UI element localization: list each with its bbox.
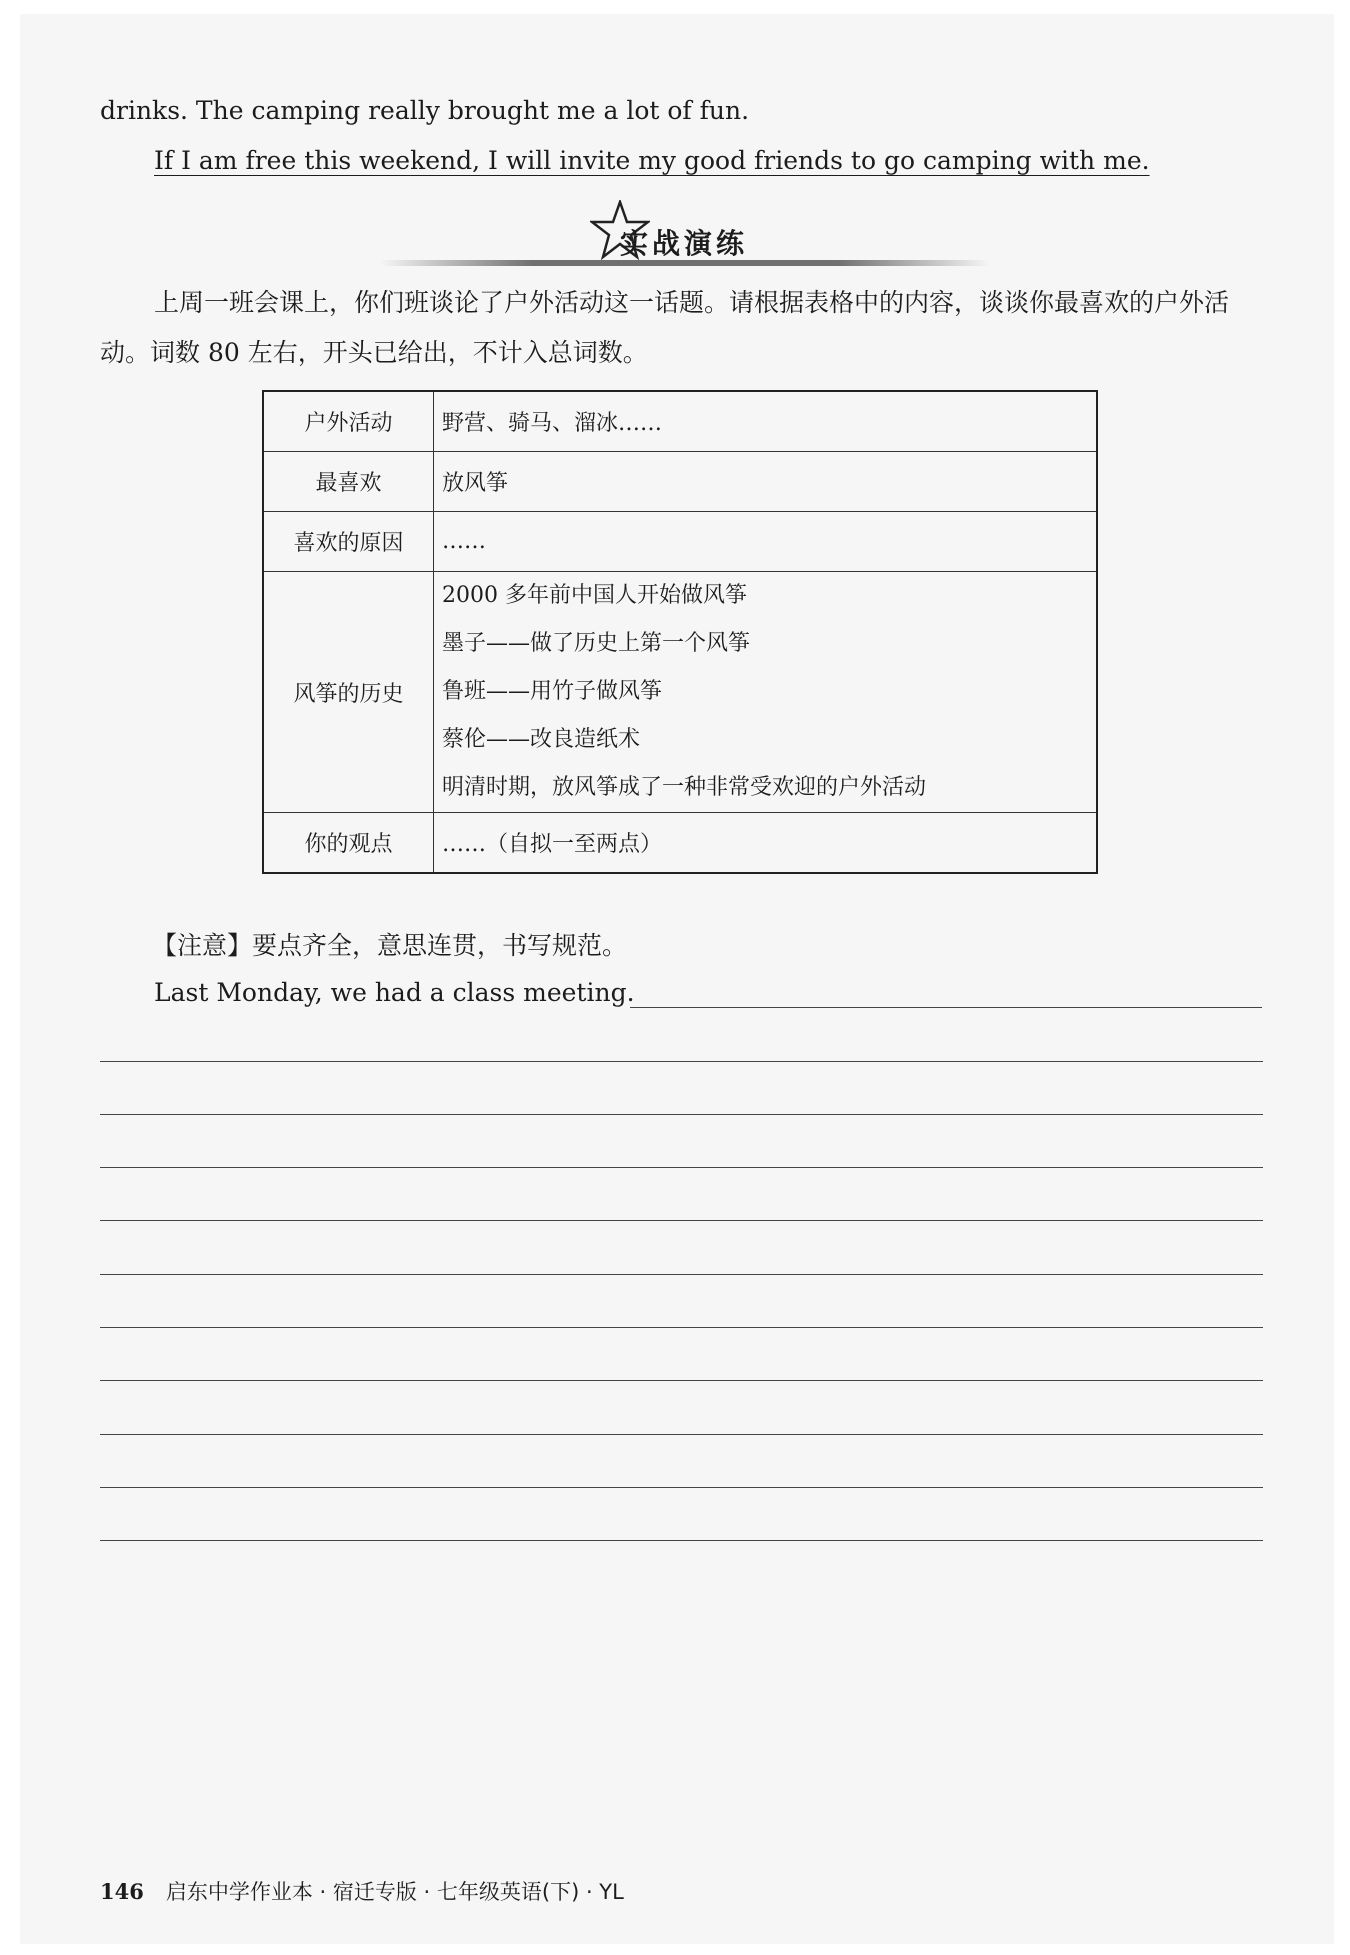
- book-title: 启东中学作业本 · 宿迁专版 · 七年级英语(下) · YL: [165, 1880, 624, 1904]
- passage-line-2: If I am free this weekend, I will invite my good friends to go camping with me.: [154, 146, 1150, 175]
- writing-line[interactable]: [100, 1380, 1263, 1381]
- task-instruction: 上周一班会课上，你们班谈论了户外活动这一话题。请根据表格中的内容，谈谈你最喜欢的户外活动。词数 80 左右，开头已给出，不计入总词数。: [100, 288, 1230, 367]
- row-value: ……: [434, 512, 1098, 572]
- section-header: [380, 200, 990, 270]
- row-value: 野营、骑马、溜冰……: [434, 391, 1098, 452]
- page-number: 146: [100, 1879, 144, 1904]
- writing-line[interactable]: [100, 1274, 1263, 1275]
- history-line: 蔡伦——改良造纸术: [442, 727, 641, 752]
- outline-table: [262, 390, 1098, 874]
- row-label: 你的观点: [263, 813, 434, 874]
- writing-line[interactable]: [100, 1487, 1263, 1488]
- row-label: 最喜欢: [263, 452, 434, 512]
- row-label: 户外活动: [263, 391, 434, 452]
- writing-line[interactable]: [100, 1061, 1263, 1062]
- writing-line[interactable]: [100, 1114, 1263, 1115]
- essay-starter: Last Monday, we had a class meeting.: [154, 978, 635, 1007]
- writing-line[interactable]: [100, 1167, 1263, 1168]
- kite-history-cell: [434, 572, 1098, 813]
- row-label: 风筝的历史: [263, 572, 434, 813]
- row-value: ……（自拟一至两点）: [434, 813, 1098, 874]
- history-line: 墨子——做了历史上第一个风筝: [442, 631, 751, 656]
- table-row: [263, 391, 1097, 452]
- writing-line[interactable]: [100, 1434, 1263, 1435]
- writing-line[interactable]: [630, 1007, 1262, 1008]
- table-row: [263, 452, 1097, 512]
- history-line: 明清时期，放风筝成了一种非常受欢迎的户外活动: [442, 775, 927, 800]
- table-row: [263, 512, 1097, 572]
- passage-line-1: drinks. The camping really brought me a lot of fun.: [100, 96, 750, 125]
- table-row: [263, 813, 1097, 874]
- writing-line[interactable]: [100, 1540, 1263, 1541]
- history-line: 鲁班——用竹子做风筝: [442, 679, 663, 704]
- page-footer: [100, 1876, 624, 1906]
- row-value: 放风筝: [434, 452, 1098, 512]
- history-line: 2000 多年前中国人开始做风筝: [442, 583, 747, 608]
- writing-line[interactable]: [100, 1327, 1263, 1328]
- writing-line[interactable]: [100, 1220, 1263, 1221]
- row-label: 喜欢的原因: [263, 512, 434, 572]
- table-row: [263, 572, 1097, 813]
- section-title: 实战演练: [620, 227, 749, 260]
- writing-note: 【注意】要点齐全，意思连贯，书写规范。: [152, 931, 628, 960]
